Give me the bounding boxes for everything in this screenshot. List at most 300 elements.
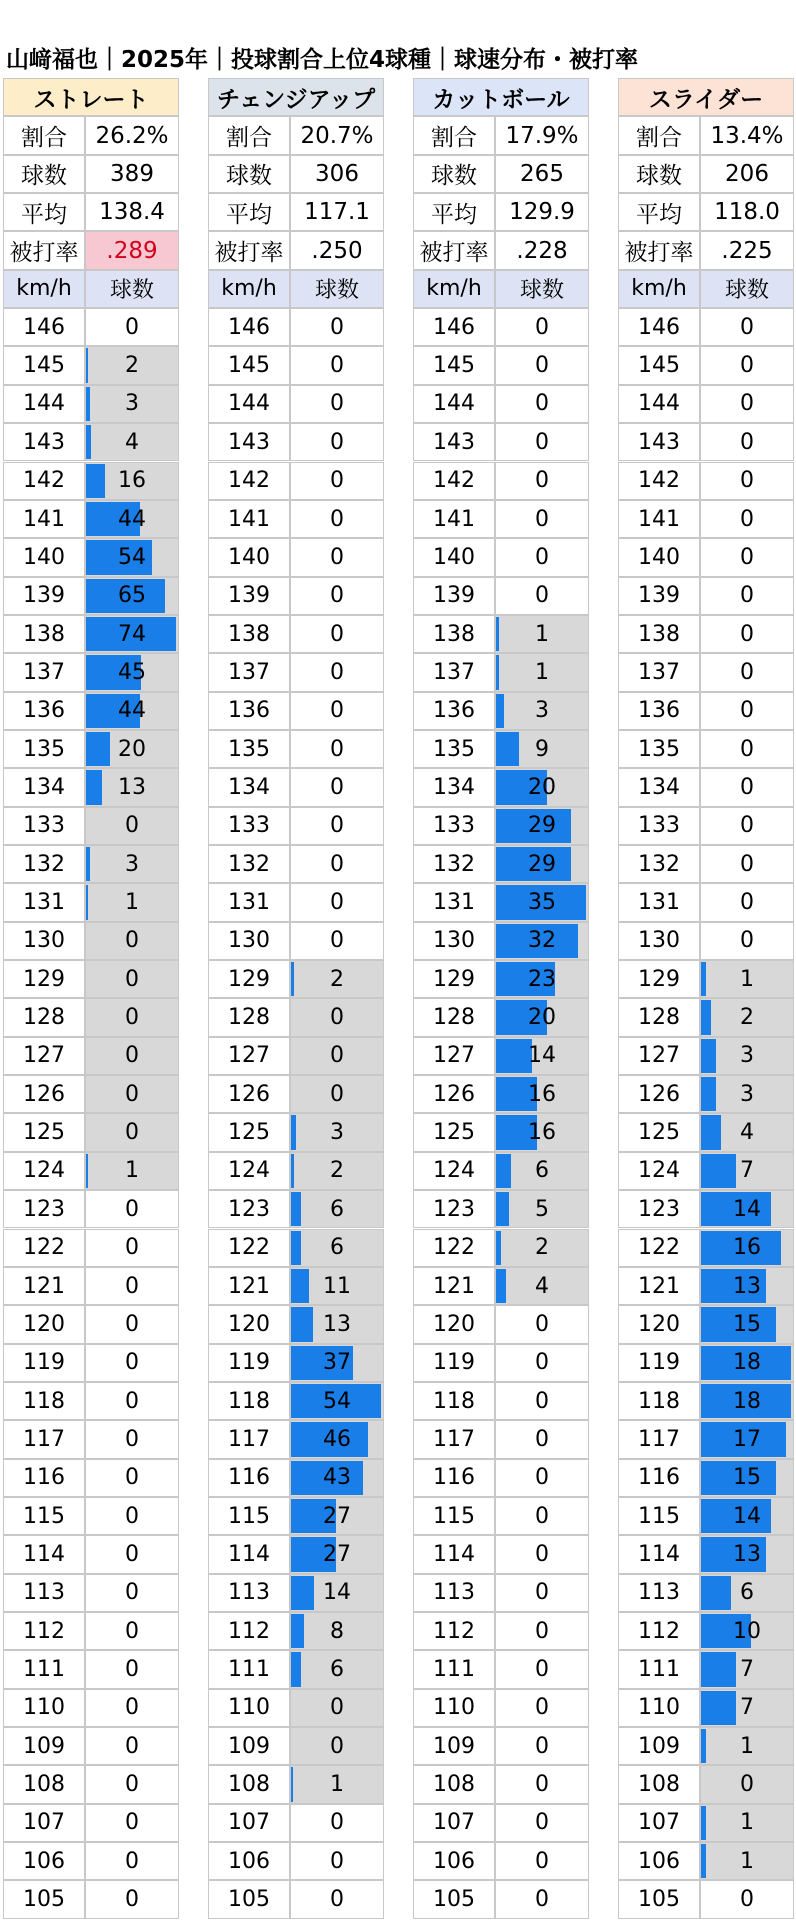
speed-cell: 117 [3,1420,85,1458]
count-label: 6 [740,1580,754,1606]
speed-cell: 116 [618,1459,700,1497]
count-label: 0 [330,1733,344,1759]
count-cell [495,960,589,998]
speed-cell: 120 [208,1305,290,1343]
speed-cell: 145 [413,346,495,384]
count-label: 0 [125,1043,139,1069]
count-cell [290,615,384,653]
count-cell [495,1037,589,1075]
count-cell [290,922,384,960]
stat-value-avg: 118.0 [700,193,794,231]
stat-label-babip: 被打率 [413,231,495,269]
count-bar [701,1844,706,1878]
speed-cell: 126 [413,1075,495,1113]
count-label: 0 [740,736,754,762]
count-label: 0 [125,1772,139,1798]
count-cell [700,998,794,1036]
speed-cell: 143 [3,423,85,461]
count-label: 0 [330,774,344,800]
speed-cell: 119 [413,1344,495,1382]
speed-cell: 130 [618,922,700,960]
count-bar [701,1154,736,1188]
speed-cell: 130 [413,922,495,960]
count-cell [700,768,794,806]
count-label: 0 [535,1426,549,1452]
stat-label-ratio: 割合 [3,116,85,154]
speed-cell: 127 [3,1037,85,1075]
count-label: 16 [118,468,146,494]
count-cell [495,385,589,423]
speed-cell: 146 [413,308,495,346]
count-cell [290,1305,384,1343]
speed-cell: 127 [618,1037,700,1075]
count-cell [290,1152,384,1190]
count-label: 8 [330,1618,344,1644]
speed-cell: 137 [3,653,85,691]
count-cell [85,1344,179,1382]
count-cell [290,845,384,883]
speed-cell: 109 [208,1727,290,1765]
count-label: 0 [330,1887,344,1913]
pitch-header: ストレート [3,78,179,116]
count-label: 0 [330,1848,344,1874]
count-label: 43 [323,1465,351,1491]
count-cell [700,960,794,998]
count-label: 0 [740,1887,754,1913]
count-label: 14 [733,1503,761,1529]
speed-cell: 133 [3,807,85,845]
count-label: 20 [118,736,146,762]
speed-cell: 105 [3,1880,85,1918]
speed-cell: 120 [3,1305,85,1343]
count-label: 0 [125,1848,139,1874]
count-cell [85,1765,179,1803]
speed-cell: 133 [208,807,290,845]
count-label: 0 [330,890,344,916]
count-cell [290,1842,384,1880]
speed-cell: 141 [3,500,85,538]
speed-cell: 115 [208,1497,290,1535]
speed-cell: 106 [3,1842,85,1880]
count-label: 0 [125,1120,139,1146]
count-label: 1 [125,890,139,916]
speed-cell: 134 [208,768,290,806]
count-label: 15 [733,1465,761,1491]
count-cell [290,346,384,384]
speed-cell: 122 [413,1229,495,1267]
count-label: 0 [740,659,754,685]
column-header-count: 球数 [290,270,384,308]
count-label: 13 [733,1541,761,1567]
count-label: 0 [535,353,549,379]
count-cell [700,1190,794,1228]
count-label: 16 [733,1235,761,1261]
speed-cell: 133 [618,807,700,845]
count-bar [86,348,88,382]
count-cell [290,1382,384,1420]
speed-cell: 116 [208,1459,290,1497]
speed-cell: 130 [3,922,85,960]
speed-cell: 144 [618,385,700,423]
count-cell [495,1190,589,1228]
speed-cell: 127 [208,1037,290,1075]
column-header-speed: km/h [208,270,290,308]
stat-label-babip: 被打率 [3,231,85,269]
speed-cell: 106 [208,1842,290,1880]
count-cell [85,998,179,1036]
count-label: 0 [535,468,549,494]
count-label: 0 [330,1081,344,1107]
count-bar [496,1192,509,1226]
count-label: 37 [323,1350,351,1376]
count-cell [495,1765,589,1803]
speed-cell: 105 [208,1880,290,1918]
count-label: 0 [125,1081,139,1107]
count-label: 0 [330,851,344,877]
speed-cell: 111 [208,1650,290,1688]
speed-cell: 136 [208,692,290,730]
count-cell [290,1420,384,1458]
count-cell [495,1842,589,1880]
count-cell [495,500,589,538]
count-cell [700,1152,794,1190]
count-cell [85,1229,179,1267]
speed-cell: 135 [3,730,85,768]
count-label: 0 [740,353,754,379]
count-cell [495,1344,589,1382]
count-label: 0 [330,698,344,724]
speed-cell: 118 [208,1382,290,1420]
speed-cell: 125 [3,1113,85,1151]
speed-cell: 112 [208,1612,290,1650]
speed-cell: 140 [413,538,495,576]
count-cell [495,423,589,461]
count-cell [85,1612,179,1650]
count-label: 4 [740,1120,754,1146]
count-label: 9 [535,736,549,762]
count-cell [290,960,384,998]
count-cell [495,462,589,500]
speed-cell: 129 [208,960,290,998]
speed-cell: 124 [3,1152,85,1190]
speed-cell: 137 [618,653,700,691]
count-cell [85,1650,179,1688]
count-cell [700,883,794,921]
count-label: 1 [740,1733,754,1759]
speed-cell: 132 [3,845,85,883]
count-cell [495,1075,589,1113]
count-label: 1 [535,659,549,685]
count-label: 16 [528,1081,556,1107]
count-cell [290,1113,384,1151]
column-header-speed: km/h [413,270,495,308]
count-label: 0 [125,1810,139,1836]
count-cell [85,385,179,423]
speed-cell: 119 [208,1344,290,1382]
count-cell [700,308,794,346]
count-label: 0 [535,429,549,455]
count-cell [495,577,589,615]
pitch-header: スライダー [618,78,794,116]
count-bar [496,617,499,651]
count-cell [700,807,794,845]
stat-label-babip: 被打率 [618,231,700,269]
speed-cell: 127 [413,1037,495,1075]
count-label: 0 [125,1196,139,1222]
count-label: 14 [323,1580,351,1606]
count-label: 0 [125,314,139,340]
count-label: 0 [740,851,754,877]
count-bar [291,1652,301,1686]
count-cell [290,1727,384,1765]
count-label: 29 [528,813,556,839]
speed-cell: 136 [618,692,700,730]
stat-label-ratio: 割合 [208,116,290,154]
speed-cell: 114 [208,1535,290,1573]
count-cell [290,730,384,768]
stat-label-count: 球数 [3,155,85,193]
count-cell [495,1229,589,1267]
count-bar [291,1192,301,1226]
speed-cell: 111 [3,1650,85,1688]
count-label: 1 [330,1772,344,1798]
count-cell [290,385,384,423]
count-bar [86,847,90,881]
count-cell [290,1497,384,1535]
column-header-count: 球数 [495,270,589,308]
speed-cell: 109 [3,1727,85,1765]
pitch-header: カットボール [413,78,589,116]
count-cell [85,1459,179,1497]
speed-cell: 107 [3,1804,85,1842]
count-cell [700,1459,794,1497]
speed-cell: 114 [618,1535,700,1573]
count-label: 0 [125,1695,139,1721]
count-label: 0 [535,1810,549,1836]
count-label: 14 [528,1043,556,1069]
count-cell [85,768,179,806]
count-label: 0 [535,583,549,609]
speed-cell: 146 [3,308,85,346]
count-cell [290,1344,384,1382]
speed-cell: 113 [413,1574,495,1612]
count-cell [85,1420,179,1458]
count-cell [85,308,179,346]
count-label: 0 [125,966,139,992]
count-cell [85,1804,179,1842]
count-label: 0 [535,1733,549,1759]
speed-cell: 121 [413,1267,495,1305]
count-label: 0 [330,1005,344,1031]
count-bar [86,1154,88,1188]
speed-cell: 131 [413,883,495,921]
count-cell [495,1459,589,1497]
count-label: 0 [125,1388,139,1414]
stat-label-babip: 被打率 [208,231,290,269]
speed-cell: 135 [208,730,290,768]
count-cell [495,1650,589,1688]
speed-cell: 134 [413,768,495,806]
count-cell [700,1037,794,1075]
count-cell [290,807,384,845]
count-bar [496,694,504,728]
count-cell [85,1113,179,1151]
speed-cell: 106 [618,1842,700,1880]
count-cell [495,1305,589,1343]
speed-cell: 122 [3,1229,85,1267]
count-bar [701,1576,731,1610]
count-cell [495,615,589,653]
stat-value-count: 265 [495,155,589,193]
count-label: 3 [330,1120,344,1146]
stat-label-count: 球数 [618,155,700,193]
stat-value-ratio: 13.4% [700,116,794,154]
count-cell [700,1765,794,1803]
stat-value-count: 389 [85,155,179,193]
speed-cell: 111 [413,1650,495,1688]
count-cell [290,423,384,461]
speed-cell: 125 [208,1113,290,1151]
count-label: 0 [330,506,344,532]
speed-cell: 138 [208,615,290,653]
count-cell [700,1535,794,1573]
count-cell [290,998,384,1036]
column-header-speed: km/h [3,270,85,308]
count-cell [85,845,179,883]
count-label: 0 [125,928,139,954]
speed-cell: 137 [413,653,495,691]
count-label: 1 [740,1848,754,1874]
count-bar [291,1154,294,1188]
count-cell [700,538,794,576]
speed-cell: 118 [413,1382,495,1420]
count-cell [495,730,589,768]
count-cell [290,308,384,346]
count-label: 0 [535,1503,549,1529]
count-cell [495,692,589,730]
count-bar [701,1077,716,1111]
count-cell [495,1382,589,1420]
count-label: 20 [528,774,556,800]
count-label: 0 [535,1772,549,1798]
stat-value-babip: .289 [85,231,179,269]
speed-cell: 125 [618,1113,700,1151]
count-cell [290,1650,384,1688]
count-cell [495,768,589,806]
count-cell [290,883,384,921]
speed-cell: 144 [208,385,290,423]
count-cell [700,1612,794,1650]
speed-cell: 125 [413,1113,495,1151]
count-label: 27 [323,1503,351,1529]
speed-cell: 119 [618,1344,700,1382]
count-label: 15 [733,1311,761,1337]
count-cell [700,346,794,384]
count-label: 0 [740,583,754,609]
stat-value-avg: 138.4 [85,193,179,231]
count-cell [290,1612,384,1650]
column-header-count: 球数 [700,270,794,308]
count-label: 3 [740,1043,754,1069]
speed-cell: 139 [208,577,290,615]
speed-cell: 113 [208,1574,290,1612]
count-label: 0 [740,429,754,455]
speed-cell: 122 [208,1229,290,1267]
count-cell [495,845,589,883]
count-bar [496,655,499,689]
speed-cell: 146 [618,308,700,346]
count-cell [700,922,794,960]
speed-cell: 138 [413,615,495,653]
count-label: 18 [733,1350,761,1376]
speed-cell: 140 [618,538,700,576]
count-cell [700,385,794,423]
count-label: 0 [535,1848,549,1874]
count-label: 7 [740,1657,754,1683]
count-label: 13 [323,1311,351,1337]
count-cell [290,577,384,615]
speed-cell: 126 [618,1075,700,1113]
count-label: 0 [330,391,344,417]
count-cell [495,883,589,921]
count-label: 0 [740,890,754,916]
speed-cell: 131 [3,883,85,921]
count-label: 0 [740,506,754,532]
count-label: 54 [323,1388,351,1414]
count-label: 0 [330,1695,344,1721]
count-cell [700,1305,794,1343]
count-label: 0 [330,353,344,379]
speed-cell: 108 [413,1765,495,1803]
count-cell [290,500,384,538]
count-label: 0 [330,1810,344,1836]
speed-cell: 124 [618,1152,700,1190]
speed-cell: 122 [618,1229,700,1267]
count-label: 6 [330,1235,344,1261]
speed-cell: 107 [618,1804,700,1842]
count-cell [85,1152,179,1190]
count-label: 6 [330,1196,344,1222]
count-label: 46 [323,1426,351,1452]
speed-cell: 126 [3,1075,85,1113]
count-label: 0 [535,1695,549,1721]
count-cell [290,1267,384,1305]
count-cell [85,1037,179,1075]
count-cell [495,1804,589,1842]
count-cell [85,1497,179,1535]
count-bar [701,1729,706,1763]
count-cell [85,1842,179,1880]
speed-cell: 135 [618,730,700,768]
count-label: 1 [740,1810,754,1836]
speed-cell: 109 [413,1727,495,1765]
speed-cell: 131 [618,883,700,921]
count-cell [700,1267,794,1305]
count-label: 2 [125,353,139,379]
speed-cell: 114 [3,1535,85,1573]
count-cell [290,1535,384,1573]
speed-cell: 121 [208,1267,290,1305]
count-label: 0 [125,1311,139,1337]
count-cell [700,692,794,730]
count-label: 0 [125,1235,139,1261]
count-cell [495,1574,589,1612]
speed-cell: 139 [413,577,495,615]
speed-cell: 136 [3,692,85,730]
count-bar [701,1000,711,1034]
speed-cell: 110 [3,1689,85,1727]
count-label: 0 [535,544,549,570]
